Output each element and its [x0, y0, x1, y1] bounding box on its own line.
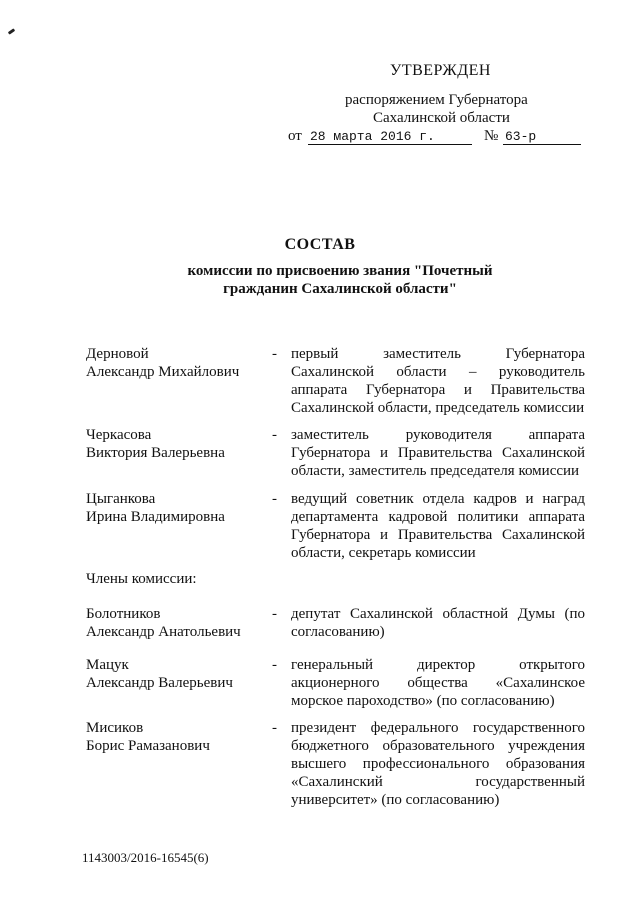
approval-date: 28 марта 2016 г. [308, 130, 472, 145]
member-given-name: Александр Анатольевич [86, 624, 241, 640]
scan-artifact-mark [8, 28, 15, 34]
approval-number: 63-р [503, 130, 581, 145]
member-name [86, 656, 266, 692]
document-title: СОСТАВ [284, 236, 356, 253]
member-name [86, 345, 266, 381]
member-role: первый заместитель Губернатора Сахалинской области – руководитель аппарата Губернатора и Правительства Сахалинской области, председатель комиссии [291, 346, 585, 416]
document-subtitle [170, 262, 510, 298]
subtitle-line-1: комиссии по присвоению звания "Почетный [187, 263, 493, 279]
approval-by-order: распоряжением Губернатора [345, 92, 528, 108]
member-given-name: Борис Рамазанович [86, 738, 210, 754]
member-given-name: Виктория Валерьевна [86, 445, 225, 461]
member-given-name: Ирина Владимировна [86, 509, 225, 525]
member-dash: - [272, 657, 277, 673]
member-surname: Болотников [86, 606, 161, 622]
subtitle-line-2: гражданин Сахалинской области" [223, 281, 457, 297]
member-name [86, 605, 266, 641]
member-surname: Дерновой [86, 346, 149, 362]
date-from-label: от [288, 128, 302, 144]
member-surname: Мисиков [86, 720, 144, 736]
approval-region: Сахалинской области [373, 110, 510, 126]
document-registry-code: 1143003/2016-16545(6) [82, 850, 209, 865]
member-surname: Мацук [86, 657, 129, 673]
member-name [86, 719, 266, 755]
member-surname: Цыганкова [86, 491, 156, 507]
number-label: № [484, 128, 499, 144]
approval-heading: УТВЕРЖДЕН [390, 62, 491, 79]
member-given-name: Александр Михайлович [86, 364, 240, 380]
member-surname: Черкасова [86, 427, 152, 443]
member-dash: - [272, 606, 277, 622]
member-role: президент федерального государственного бюджетного образовательного учреждения высшего профессионального образования «Сахалинский государственный университет» (по согласованию) [291, 720, 585, 808]
member-role: ведущий советник отдела кадров и наград департамента кадровой политики аппарата Губернатора и Правительства Сахалинской области, секретарь комиссии [291, 491, 585, 561]
member-role: заместитель руководителя аппарата Губернатора и Правительства Сахалинской области, заместитель председателя комиссии [291, 427, 585, 479]
commission-members-label: Члены комиссии: [86, 571, 197, 587]
member-role: депутат Сахалинской областной Думы (по согласованию) [291, 606, 585, 640]
member-name [86, 426, 266, 462]
member-dash: - [272, 346, 277, 362]
member-dash: - [272, 427, 277, 443]
member-name [86, 490, 266, 526]
member-given-name: Александр Валерьевич [86, 675, 233, 691]
member-dash: - [272, 491, 277, 507]
member-dash: - [272, 720, 277, 736]
member-role: генеральный директор открытого акционерного общества «Сахалинское морское пароходство» (по согласованию) [291, 657, 585, 709]
